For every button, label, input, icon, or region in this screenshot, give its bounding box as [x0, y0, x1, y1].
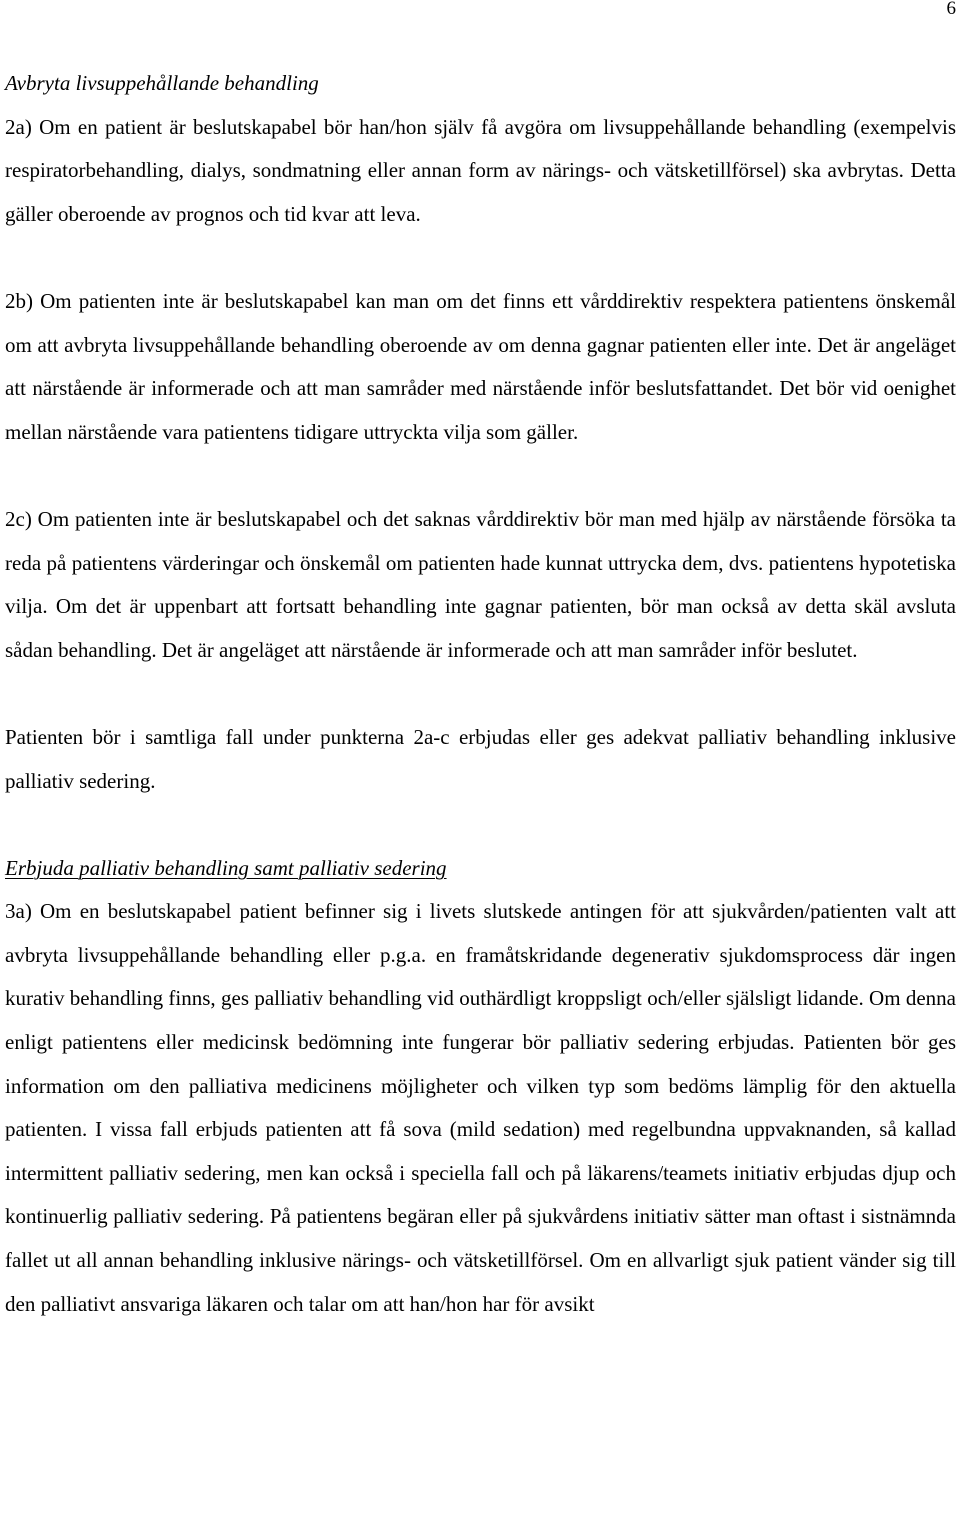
paragraph-summary: Patienten bör i samtliga fall under punkterna 2a-c erbjudas eller ges adekvat palliativ behandling inklusive palliativ sedering.	[5, 724, 956, 793]
paragraph-2b: 2b) Om patienten inte är beslutskapabel kan man om det finns ett vårddirektiv respektera patientens önskemål om att avbryta livsuppehållande behandling oberoende av om denna gagnar patienten eller inte. Det är angeläget att närstående är informerade och att man samråder med närstående inför beslutsfattandet. Det bör vid oenighet mellan närstående vara patientens tidigare uttryckta vilja som gäller.	[5, 288, 956, 444]
section-heading: Erbjuda palliativ behandling samt palliativ sedering	[5, 855, 447, 880]
page-number: 6	[946, 0, 956, 19]
paragraph-spacer	[5, 803, 956, 847]
section-heading: Avbryta livsuppehållande behandling	[5, 71, 319, 95]
paragraph-spacer	[5, 672, 956, 716]
paragraph-3a: 3a) Om en beslutskapabel patient befinner sig i livets slutskede antingen för att sjukvården/patienten valt att avbryta livsuppehållande behandling eller p.g.a. en framåtskridande degenerativ sjukdomsprocess där ingen kurativ behandling finns, ges palliativ behandling vid outhärdligt kroppsligt och/eller själsligt lidande. Om denna enligt patientens eller medicinsk bedömning inte fungerar bör palliativ sedering erbjudas. Patienten bör ges information om den palliativa medicinens möjligheter och vilken typ som bedöms lämplig för den aktuella patienten. I vissa fall erbjuds patienten att få sova (mild sedation) med regelbundna uppvaknanden, så kallad intermittent palliativ sedering, men kan också i speciella fall och på läkarens/teamets initiativ erbjudas djup och kontinuerlig palliativ sedering. På patientens begäran eller på sjukvårdens initiativ sätter man oftast i sistnämnda fallet ut all annan behandling inklusive närings- och vätsketillförsel. Om en allvarligt sjuk patient vänder sig till den palliativt ansvariga läkaren och talar om att han/hon har för avsikt	[5, 899, 956, 1316]
paragraph-spacer	[5, 236, 956, 280]
paragraph-2c: 2c) Om patienten inte är beslutskapabel och det saknas vårddirektiv bör man med hjälp av närstående försöka ta reda på patientens värderingar och önskemål om patienten hade kunnat uttrycka dem, dvs. patientens hypotetiska vilja. Om det är uppenbart att fortsatt behandling inte gagnar patienten, bör man också av detta skäl avsluta sådan behandling. Det är angeläget att närstående är informerade och att man samråder inför beslutet.	[5, 506, 956, 662]
paragraph-spacer	[5, 454, 956, 498]
document-body	[5, 62, 956, 1326]
paragraph-2a: 2a) Om en patient är beslutskapabel bör han/hon själv få avgöra om livsuppehållande behandling (exempelvis respiratorbehandling, dialys, sondmatning eller annan form av närings- och vätsketillförsel) ska avbrytas. Detta gäller oberoende av prognos och tid kvar att leva.	[5, 114, 956, 226]
